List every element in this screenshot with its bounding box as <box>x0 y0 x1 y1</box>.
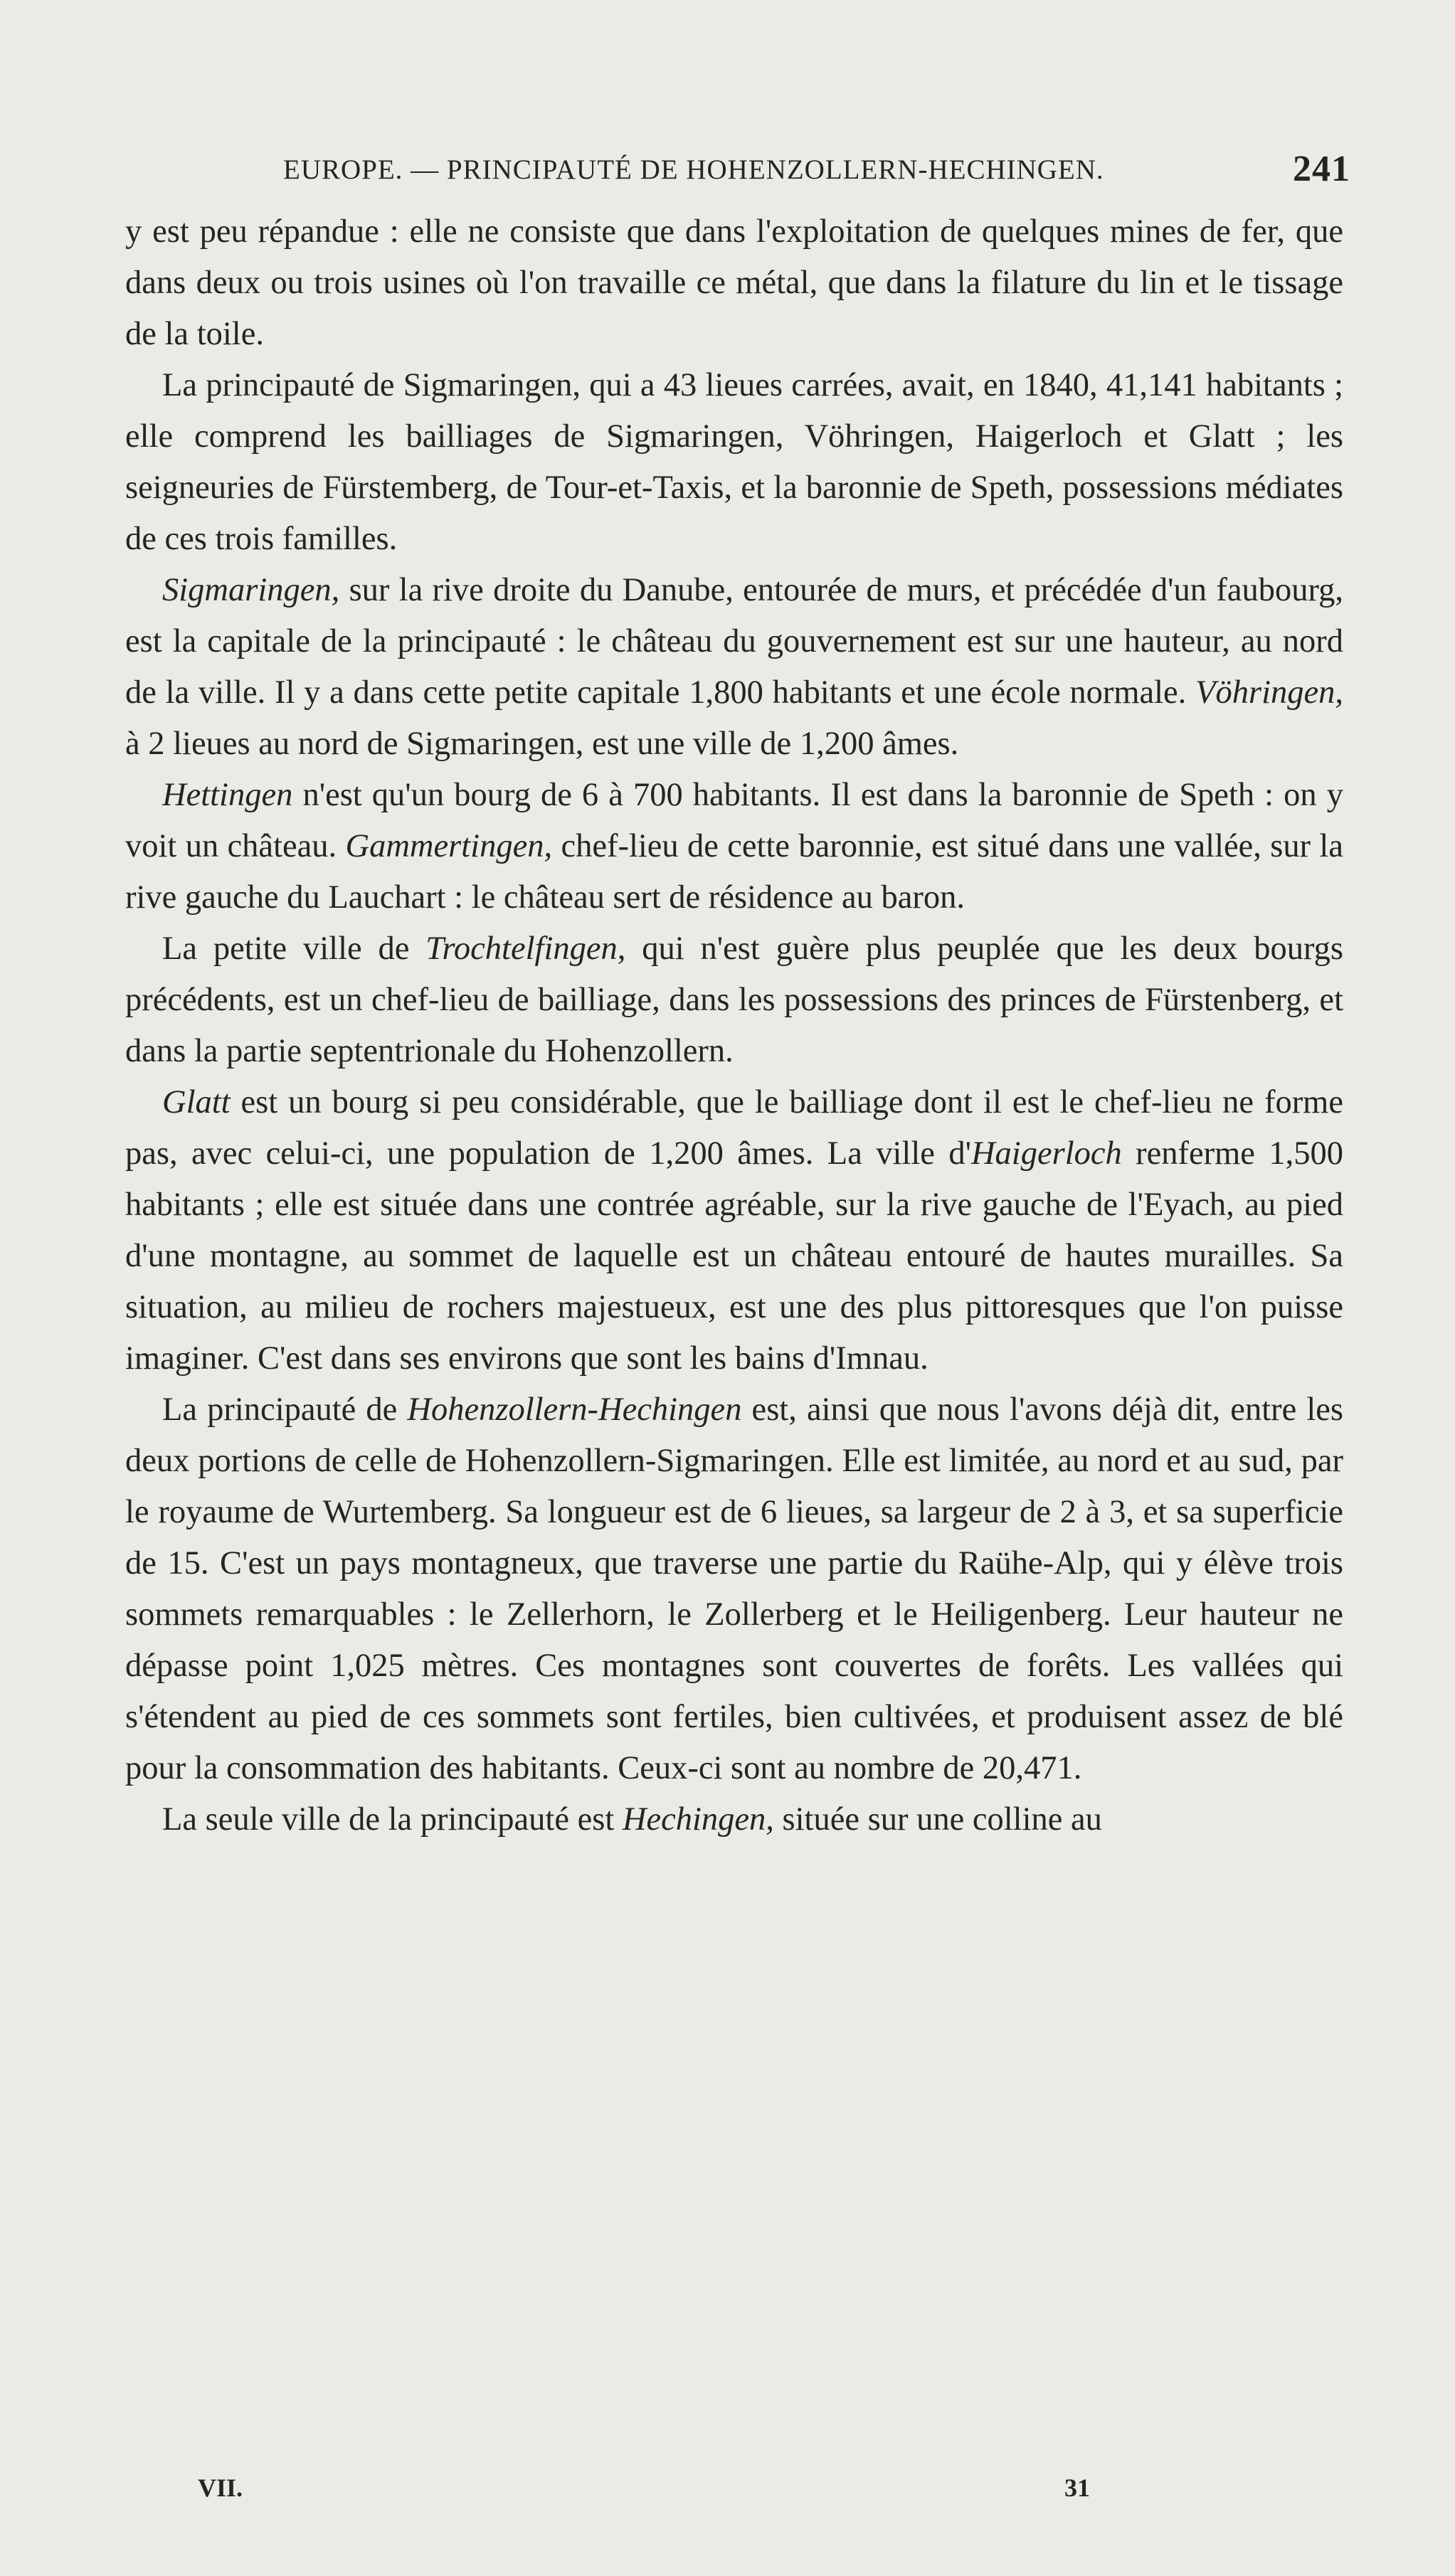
running-head-title: EUROPE. — PRINCIPAUTÉ DE HOHENZOLLERN-HECHINGEN. <box>283 154 1104 185</box>
signature-mark: VII. <box>198 2474 243 2502</box>
page-footer <box>0 2473 1455 2516</box>
paragraph <box>125 1384 1343 1794</box>
italic-place-name: Sigmaringen, <box>162 572 340 608</box>
italic-place-name: Hechingen, <box>622 1801 774 1838</box>
italic-place-name: Hohenzollern-Hechingen <box>407 1392 742 1428</box>
body-text <box>125 206 1343 1845</box>
paragraph <box>125 1077 1343 1384</box>
text-run: située sur une colline au <box>773 1801 1102 1838</box>
italic-place-name: Hettingen <box>162 777 293 813</box>
text-run: La principauté de Sigmaringen, qui a 43 lieues carrées, avait, en 1840, 41,141 habitants ; elle comprend les bailliages de Sigmaringen, Vöhringen, Haigerloch et Glatt ; les seigneuries de Fürstemberg, de Tour-et-Taxis, et la baronnie de Speth, possessions médiates de ces trois familles. <box>125 367 1343 557</box>
text-run: n'est qu'un bourg de 6 à 700 habitants. Il est dans la baronnie de Speth : on y voit un château. <box>125 777 1343 864</box>
text-run: y est peu répandue : elle ne consiste que dans l'exploitation de quelques mines de fer, que dans deux ou trois usines où l'on travaille ce métal, que dans la filature du lin et le tissage de la toile. <box>125 213 1343 352</box>
text-run: La principauté de <box>162 1392 408 1428</box>
italic-place-name: Glatt <box>162 1084 231 1120</box>
text-run: est, ainsi que nous l'avons déjà dit, entre les deux portions de celle de Hohenzollern-Sigmaringen. Elle est limitée, au nord et au sud, par le royaume de Wurtemberg. Sa longueur est de 6 lieues, sa largeur de 2 à 3, et sa superficie de 15. C'est un pays montagneux, que traverse une partie du Raühe-Alp, qui y élève trois sommets remarquables : le Zellerhorn, le Zollerberg et le Heiligenberg. Leur hauteur ne dépasse point 1,025 mètres. Ces montagnes sont couvertes de forêts. Les vallées qui s'étendent au pied de ces sommets sont fertiles, bien cultivées, et produisent assez de blé pour la consommation des habitants. Ceux-ci sont au nombre de 20,471. <box>125 1392 1343 1786</box>
page-number: 241 <box>1293 149 1350 189</box>
italic-place-name: Vöhringen, <box>1195 674 1343 711</box>
paragraph <box>125 1794 1343 1845</box>
running-head <box>283 149 1350 196</box>
italic-place-name: Trochtelfingen, <box>425 931 626 967</box>
italic-place-name: Haigerloch <box>970 1135 1122 1172</box>
text-run: à 2 lieues au nord de Sigmaringen, est une ville de 1,200 âmes. <box>125 726 959 762</box>
text-run: qui n'est guère plus peuplée que les deux bourgs précédents, est un chef-lieu de bailliage, dans les possessions des princes de Fürstenberg, et dans la partie septentrionale du Hohenzollern. <box>125 931 1343 1069</box>
paragraph <box>125 360 1343 565</box>
paragraph <box>125 565 1343 770</box>
text-run: renferme 1,500 habitants ; elle est située dans une contrée agréable, sur la rive gauche de l'Eyach, au pied d'une montagne, au sommet de laquelle est un château entouré de hautes murailles. Sa situation, au milieu de rochers majestueux, est une des plus pittoresques que l'on puisse imaginer. C'est dans ses environs que sont les bains d'Imnau. <box>125 1135 1343 1377</box>
text-run: chef-lieu de cette baronnie, est situé dans une vallée, sur la rive gauche du Lauchart : le château sert de résidence au baron. <box>125 828 1343 916</box>
italic-place-name: Gammertingen, <box>345 828 553 864</box>
text-run: est un bourg si peu considérable, que le bailliage dont il est le chef-lieu ne forme pas, avec celui-ci, une population de 1,200 âmes. La ville d' <box>125 1084 1343 1172</box>
text-run: La seule ville de la principauté est <box>162 1801 623 1838</box>
paragraph <box>125 770 1343 923</box>
text-run: La petite ville de <box>162 931 426 967</box>
text-run: sur la rive droite du Danube, entourée de murs, et précédée d'un faubourg, est la capitale de la principauté : le château du gouvernement est sur une hauteur, au nord de la ville. Il y a dans cette petite capitale 1,800 habitants et une école normale. <box>125 572 1343 711</box>
sheet-number: 31 <box>1064 2474 1090 2502</box>
paragraph <box>125 206 1343 360</box>
paragraph <box>125 923 1343 1077</box>
